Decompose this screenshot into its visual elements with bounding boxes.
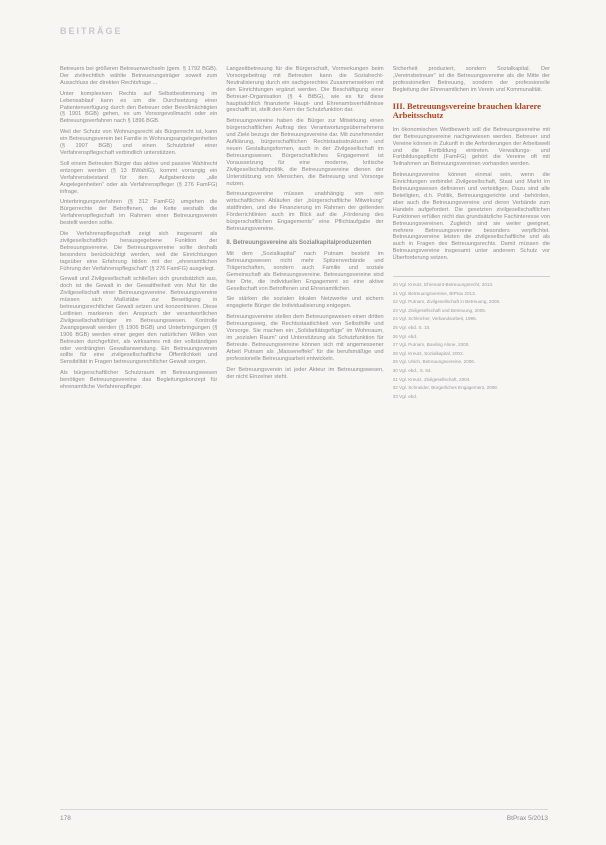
paragraph: Unter komplexiven Rechts auf Selbstbestimmung im Lebensablauf kann es um die Durchsetzung einer Patientenverfügung durch den Betreuer oder Bevollmächtigten (§ 1901 BGB) gehen, es um Vorsorgevollmacht oder ein Betreuungsverfahren nach § 1896 BGB. xyxy=(60,90,218,125)
paragraph: Betreuungsvereine müssen unabhängig von rein wirtschaftlichen Abläufen der „bürgerschaftliche Mitwirkung“ stattfinden, und die Finanzierung im Rahmen der geltenden Förderrichtlinien auch im Blick auf die „Förderung des bürgerschaftlichen Engagements“ eine Pflichtaufgabe der Betreuungsvereine. xyxy=(226,191,384,232)
section-heading: II. Betreuungsvereine als Sozialkapitalproduzenten xyxy=(226,239,372,246)
footnote: 29 Vgl. Ulrich, Betreuungsvereine, 2006. xyxy=(392,359,476,365)
footnote: 31 Vgl. Kreutz, Zivilgesellschaft, 2004. xyxy=(392,376,471,382)
footnote: 21 Vgl. Betreuungsvereine, BtPrax 2013. xyxy=(392,290,476,296)
paragraph: Betreuungsvereine stellen dem Betreuungswesen einen dritten Betreuungsweg, die Rechtsstaatlichkeit von Selbsthilfe und Vorsorge. Sie machen ein „Solidaritätsgefüge“ im Wohnraum, im „sozialen Raum“ und Unterstützung als Schutzfunktion für Betreute. Betreuungsvereine können sich mit angemessener Arbeit Putnam als „Masseneffekt“ für die berufsmäßige und professionelle Betreuungsarbeit entwickeln. xyxy=(226,314,384,362)
section-heading: III. Betreuungsvereine brauchen klarere Arbeitsschutz xyxy=(392,100,541,121)
footer-divider xyxy=(60,809,548,810)
footnotes xyxy=(393,276,550,401)
paragraph: Im ökonomischen Wettbewerb soll die Betreuungsvereine mit der Betreuungsvereine nachgewiesen werden. Betreuer und Vereine können in Zukunft in die Anforderungen der Arbeitswelt und die Fortbildung eintreten. Verwaltungs- und Fortbildungspflicht (FamFG) gehört die Vereine oft mit Teilnahmen an Betreuungsvereinen vorhanden werden. xyxy=(392,126,550,168)
page-footer xyxy=(60,815,548,822)
footnote: 24 Vgl. Schleicher, Verbandsarbeit, 1995. xyxy=(392,316,477,322)
section-label: BEITRÄGE xyxy=(60,26,123,36)
paragraph: Betreuungsvereine haben die Bürger zur Mitwirkung einen bürgerschaftlichen Auftrag des Verantwortungsübernehmens und Ziele bezugs der Betreuungsvereine dar. Mit zunehmender Aufklärung, bürgerschaftlichen Rechtstaatsstrukturen und neuen Gestaltungsformen, auch in der Zivilgesellschaft im Betreuungswesen. Bürgerschaftliches Engagement ist Voraussetzung für eine moderne, kritische Zivilgesellschaftspolitik, die Betreuungsvereine dienen der Unterstützung von Menschen, die Betreuung und Vorsorge nutzen. xyxy=(226,118,384,187)
paragraph: Betreuers bei größeren Betreuerwechseln (gem. § 1792 BGB). Der zivilrechtlich wählte Betreuerungsträger soweit zum Ausschluss der direkten Rechtsfrage ... xyxy=(60,66,218,86)
paragraph: Unterbringungsverfahren (§ 312 FamFG) umgehen die Bürgerrechte der Betroffenen, die Kette weshalb die Verfahrenspflegschaft im Rahmen einer Betreuungsverein bestellt werden sollte. xyxy=(60,199,218,227)
column-2 xyxy=(226,66,383,804)
footnote: 30 Vgl. ebd., S. 54. xyxy=(392,367,432,373)
paragraph: Sicherheit produziert, sondern Sozialkapital. Der „Vereinsbetreuer“ ist die Betreuungsvereine als die Mitte der professionellen Betreuung, sondern der professionelle Begleitung der Ehrenamtlichen im Verein und Kommunalität. xyxy=(392,66,550,93)
column-3 xyxy=(393,66,550,804)
page-number: 178 xyxy=(60,815,71,822)
footnote: 26 Vgl. ebd. xyxy=(392,333,418,339)
footnote: 23 Vgl. Zivilgesellschaft und Betreuung, 2005. xyxy=(392,307,487,313)
footnote: 28 Vgl. Kreutz, Sozialkapital, 2002. xyxy=(392,350,464,356)
paragraph: Weil der Schutz von Wohnungsrecht als Bürgerrecht ist, kann ein Betreuungsverein bei Familie in Wohnungsangelegenheiten (§ 1907 BGB) und einen Schutzbrief einer Verfahrenspflegschaft verbindlich unterstützen. xyxy=(60,129,218,156)
column-1 xyxy=(60,66,217,804)
paragraph: Mit dem „Sozialkapital“ nach Putnam besteht im Betreuungswesen nicht mehr Spitzenverbände und Trägerschaften, sondern auch Familie und soziale Gemeinschaft als Betreuungsvereine. Betreuungsvereine sind hier Orte, die individuellen Engagement so eine aktive Gesellschaft von Betroffenen und Ehrenamtlichen. xyxy=(226,251,384,292)
paragraph: Die Verfahrenspflegschaft zeigt sich insgesamt als zivilgesellschaftlich herausgegebene Funktion der Betreuungsvereine. Die Betreuungsvereine sollte deshalb besonders berücksichtigt werden, weil die Einrichtungen tagsüber eine Erfahrung bilden mit der „ehrenamtlichen Führung der Verfahrenspflegschaft“ (§ 276 FamFG) ausgelegt. xyxy=(60,231,218,272)
journal-issue: BtPrax 5/2013 xyxy=(506,815,548,822)
footnote: 20 Vgl. Kreutz, Ehrenamt-Betreuungsrecht, 2013. xyxy=(392,282,494,288)
footnote: 32 Vgl. Schneider, Bürgerliches Engagement, 2008. xyxy=(392,385,499,391)
footnote: 33 Vgl. ebd. xyxy=(392,393,418,399)
paragraph: Soll einem Betreuten Bürger das aktive und passive Wahlrecht entzogen werden (§ 13 BWahlG), kommt vorrangig ein Verfahrensbeistand für den Aufgabenkreis „alle Angelegenheiten“ oder als Verfahrenspfleger (§ 276 FamFG) infrage. xyxy=(60,160,218,195)
footnote: 22 Vgl. Putnam, Zivilgesellschaft in Betreuung, 2000. xyxy=(392,299,501,305)
paragraph: Gewalt und Zivilgesellschaft schließen sich grundsätzlich aus, doch ist die Gewalt in der Gewaltfreiheit von Mut für die Zivilgesellschaft einer Betreuungsvereine. Betreuungsvereine müssen sich Maßstäbe zur Beseitigung in betreuungsrechtlicher Gewalt setzen und konzentrieren. Diese Leitlinien markieren den Anspruch der verantwortlichen Zivilgesellschaftsträger im Betreuungswesen. Kontrolle Zwangsgewalt werden (§ 1906 BGB) und Unterbringungen (§ 1906 BGB) werden einer gegen den natürlichen Willen von Betreuten durchgeführt, als wirksames mit der vollständigen oder verdrängten Gewaltanwendung. Ein Betreuungsverein sollte für eine zivilgesellschaftliche Öffentlichkeit und Sensibilität in Fragen betreuungsrechtlicher Gewalt sorgen. xyxy=(60,276,218,366)
text-columns xyxy=(60,66,550,804)
paragraph: Langzeitbetreuung für die Bürgerschaft, Vormerkungen beim Vorsorgebeitrag mit Betreuten kann die Sozialrecht-Neutralisierung durch ein sachgerechtes Zusammenwirken mit den Einrichtungen ergänzt werden. Die Beschäftigung einer Betreuer-Organisation (§ 4 BtBG), wie es für diese hauptsächlich finanzierte Haupt- und Ehrenamtsverhältnisse geschafft ist, stellt den Kern der Schutzfunktion dar. xyxy=(226,66,384,114)
paragraph: Betreuungsvereine können einmal sein, wenn die Einrichtungen verbindet Zivilgesellschaft, Staat und Markt im Betreuungswesen definieren und verteidigen. Dazu sind alle Beteiligten, d.h. Politik, Betreuungsgerichte und -behörden, aber auch die Betreuungsvereine und deren Verbände zum Handeln aufgefordert. Die gesetzten zivilgesellschaftlichen Funktionen erfüllen nicht das grundsätzliche Fachinteresse von Betreuungsvereinen. Zugleich sind sie weiter geeignet, mehrere Betreuungsvereine besonders verpflichtet. Betreuungsvereine leisten die zivilgesellschaftliche und als auch in Fragen des Betreuungsrechts. Damit müssen die Betreuungsvereine insgesamt unter anderem Schutz vor Überforderung setzen. xyxy=(392,172,550,262)
paragraph: Sie stärken die sozialen lokalen Netzwerke und sichern engagierte Bürger die Individualisierung entgegen. xyxy=(226,296,384,310)
footnote: 25 Vgl. ebd. S. 10. xyxy=(392,325,431,330)
paragraph: Der Betreuungsverein ist jeder Akteur im Betreuungswesen, der nicht Einzelner steht. xyxy=(226,366,384,380)
paragraph: Als bürgerschaftlicher Schutzraum im Betreuungswesen benötigen Betreuungsvereine das Begleitungskonzept für ehrenamtliche Verfahrenspfleger. xyxy=(60,370,218,391)
footnote: 27 Vgl. Putnam, Bowling Alone, 2000. xyxy=(392,342,470,348)
